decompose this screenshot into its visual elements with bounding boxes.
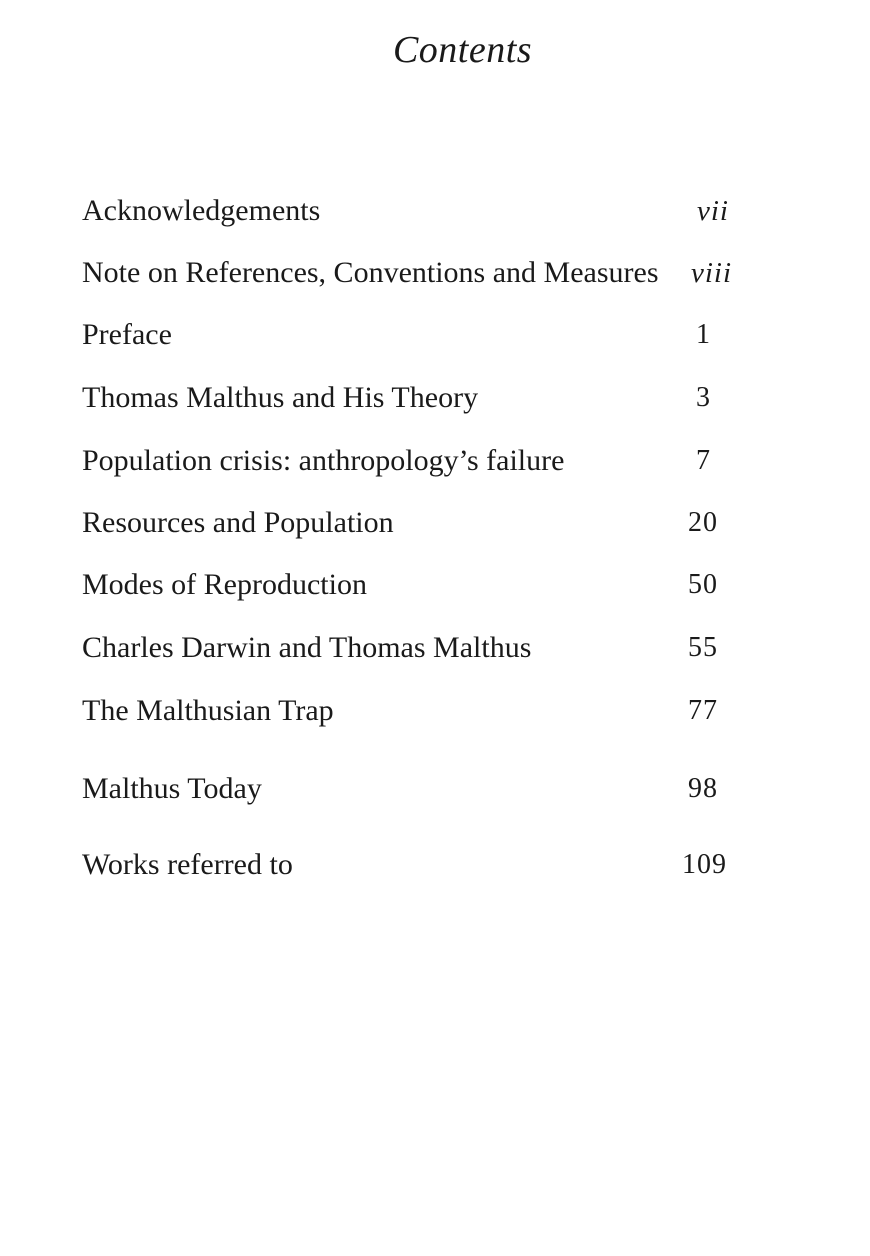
- toc-entry-resources-population: [82, 503, 762, 543]
- toc-entry-preface: [82, 315, 762, 355]
- toc-entry-works-referred-to: [82, 845, 762, 885]
- toc-entry-darwin-and-malthus: [82, 628, 762, 668]
- toc-entry-thomas-malthus-theory: [82, 378, 762, 418]
- table-of-contents: [82, 0, 782, 1256]
- toc-entry-acknowledgements: [82, 191, 762, 231]
- toc-entry-page: 7: [696, 445, 711, 476]
- toc-entry-page: 1: [696, 319, 711, 350]
- toc-entry-malthusian-trap: [82, 691, 762, 731]
- toc-entry-label: The Malthusian Trap: [82, 694, 334, 727]
- toc-entry-page: 50: [688, 569, 718, 600]
- toc-entry-population-crisis: [82, 441, 762, 481]
- toc-entry-page: 20: [688, 507, 718, 538]
- toc-entry-modes-of-reproduction: [82, 565, 762, 605]
- toc-entry-page: 55: [688, 632, 718, 663]
- toc-entry-label: Resources and Population: [82, 506, 394, 539]
- toc-entry-label: Preface: [82, 318, 172, 351]
- toc-entry-label: Note on References, Conventions and Measures: [82, 256, 659, 289]
- toc-entry-label: Charles Darwin and Thomas Malthus: [82, 631, 532, 664]
- toc-entry-label: Population crisis: anthropology’s failure: [82, 444, 565, 477]
- toc-entry-page: 109: [682, 849, 727, 880]
- toc-entry-malthus-today: [82, 769, 762, 809]
- toc-entry-label: Modes of Reproduction: [82, 568, 367, 601]
- toc-entry-page: vii: [697, 195, 729, 227]
- toc-entry-note-on-references: [82, 253, 762, 293]
- toc-entry-page: 98: [688, 773, 718, 804]
- toc-entry-page: 77: [688, 695, 718, 726]
- toc-entry-label: Acknowledgements: [82, 194, 321, 227]
- toc-entry-page: 3: [696, 382, 711, 413]
- toc-entry-page: viii: [691, 257, 733, 289]
- toc-entry-label: Malthus Today: [82, 772, 262, 805]
- toc-entry-label: Thomas Malthus and His Theory: [82, 381, 479, 414]
- toc-entry-label: Works referred to: [82, 848, 293, 881]
- page-title: Contents: [392, 29, 533, 71]
